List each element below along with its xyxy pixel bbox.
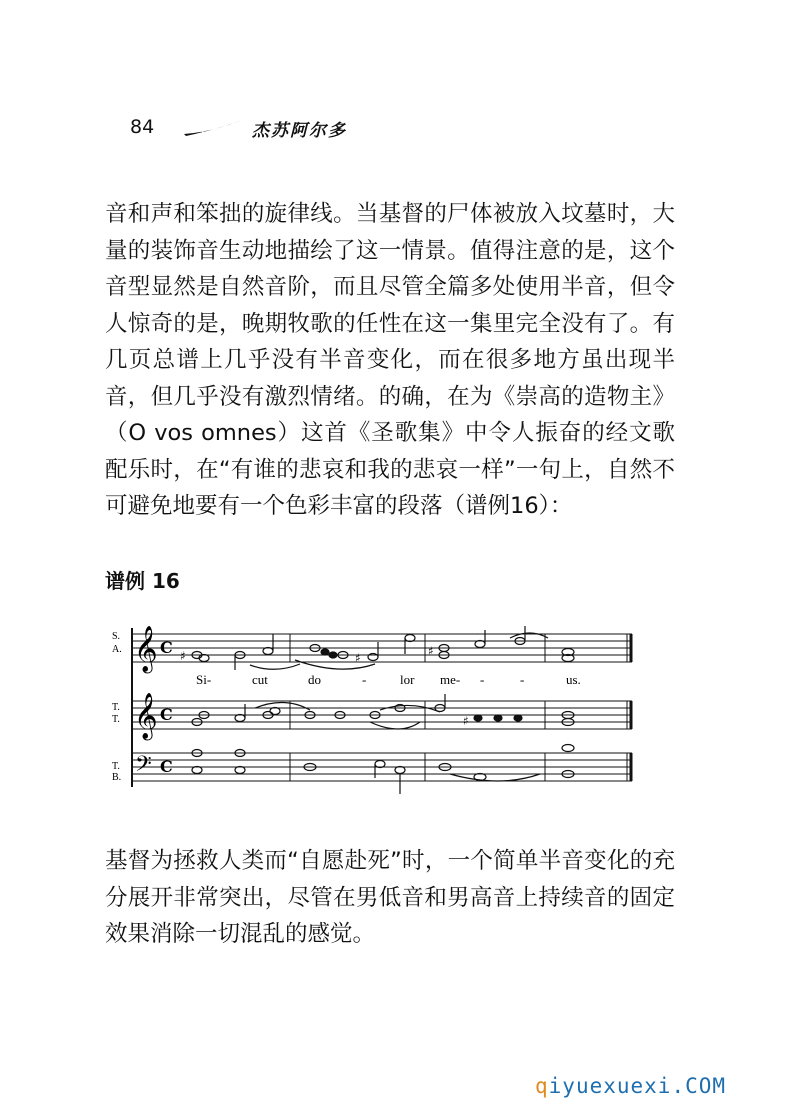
lyric-syllable: - xyxy=(480,672,485,687)
score-staves xyxy=(132,628,632,787)
treble-clef-icon: 𝄞 xyxy=(134,693,158,739)
voice-label-alto: A. xyxy=(112,644,122,655)
quill-flourish-icon xyxy=(182,118,244,138)
watermark-first-letter: q xyxy=(535,1074,549,1098)
sharp-icon: ♯ xyxy=(428,644,434,658)
common-time-icon: C xyxy=(160,757,173,776)
voice-label-bass: B. xyxy=(112,772,122,783)
page-number: 84 xyxy=(130,116,155,138)
lyric-syllable: - xyxy=(362,672,367,687)
lyric-syllable: do xyxy=(308,672,321,687)
sharp-icon: ♯ xyxy=(463,714,469,728)
lyric-syllable: us. xyxy=(566,672,581,687)
common-time-icon: C xyxy=(160,705,173,724)
lyric-syllable: lor xyxy=(400,672,415,687)
bass-clef-icon: 𝄢 xyxy=(135,752,152,782)
sharp-icon: ♯ xyxy=(355,651,361,665)
voice-label-tenor-1: T. xyxy=(112,702,120,713)
voice-label-soprano: S. xyxy=(112,631,121,642)
example-caption: 谱例 16 xyxy=(105,569,180,593)
running-header xyxy=(130,112,430,142)
music-score xyxy=(100,612,645,794)
lyric-syllable: cut xyxy=(252,672,268,687)
paragraph-2: 基督为拯救人类而“自愿赴死”时，一个简单半音变化的充分展开非常突出，尽管在男低音和男高音上持续音的固定效果消除一切混乱的感觉。 xyxy=(105,848,675,947)
treble-clef-icon: 𝄞 xyxy=(134,626,158,672)
common-time-icon: C xyxy=(160,638,173,657)
site-watermark xyxy=(535,1074,726,1098)
watermark-rest: iyuexuexi.COM xyxy=(548,1074,727,1098)
voice-label-tenor-2: T. xyxy=(112,714,120,725)
paragraph-1: 音和声和笨拙的旋律线。当基督的尸体被放入坟墓时，大量的装饰音生动地描绘了这一情景。值得注意的是，这个音型显然是自然音阶，而且尽管全篇多处使用半音，但令人惊奇的是，晚期牧歌的任性在这一集里完全没有了。有几页总谱上几乎没有半音变化，而在很多地方虽出现半音，但几乎没有激烈情绪。的确，在为《崇高的造物主》（O vos omnes）这首《圣歌集》中令人振奋的经文歌配乐时，在“有谁的悲哀和我的悲哀一样”一句上，自然不可避免地要有一个色彩丰富的段落（谱例16）： xyxy=(105,201,675,519)
lyric-syllable: me- xyxy=(440,672,461,687)
lyric-syllable: Si- xyxy=(196,672,212,687)
book-title: 杰苏阿尔多 xyxy=(252,121,347,141)
score-notes xyxy=(180,626,574,794)
sharp-icon: ♯ xyxy=(180,649,186,663)
lyric-syllable: - xyxy=(520,672,525,687)
voice-label-tenor-3: T. xyxy=(112,761,120,772)
